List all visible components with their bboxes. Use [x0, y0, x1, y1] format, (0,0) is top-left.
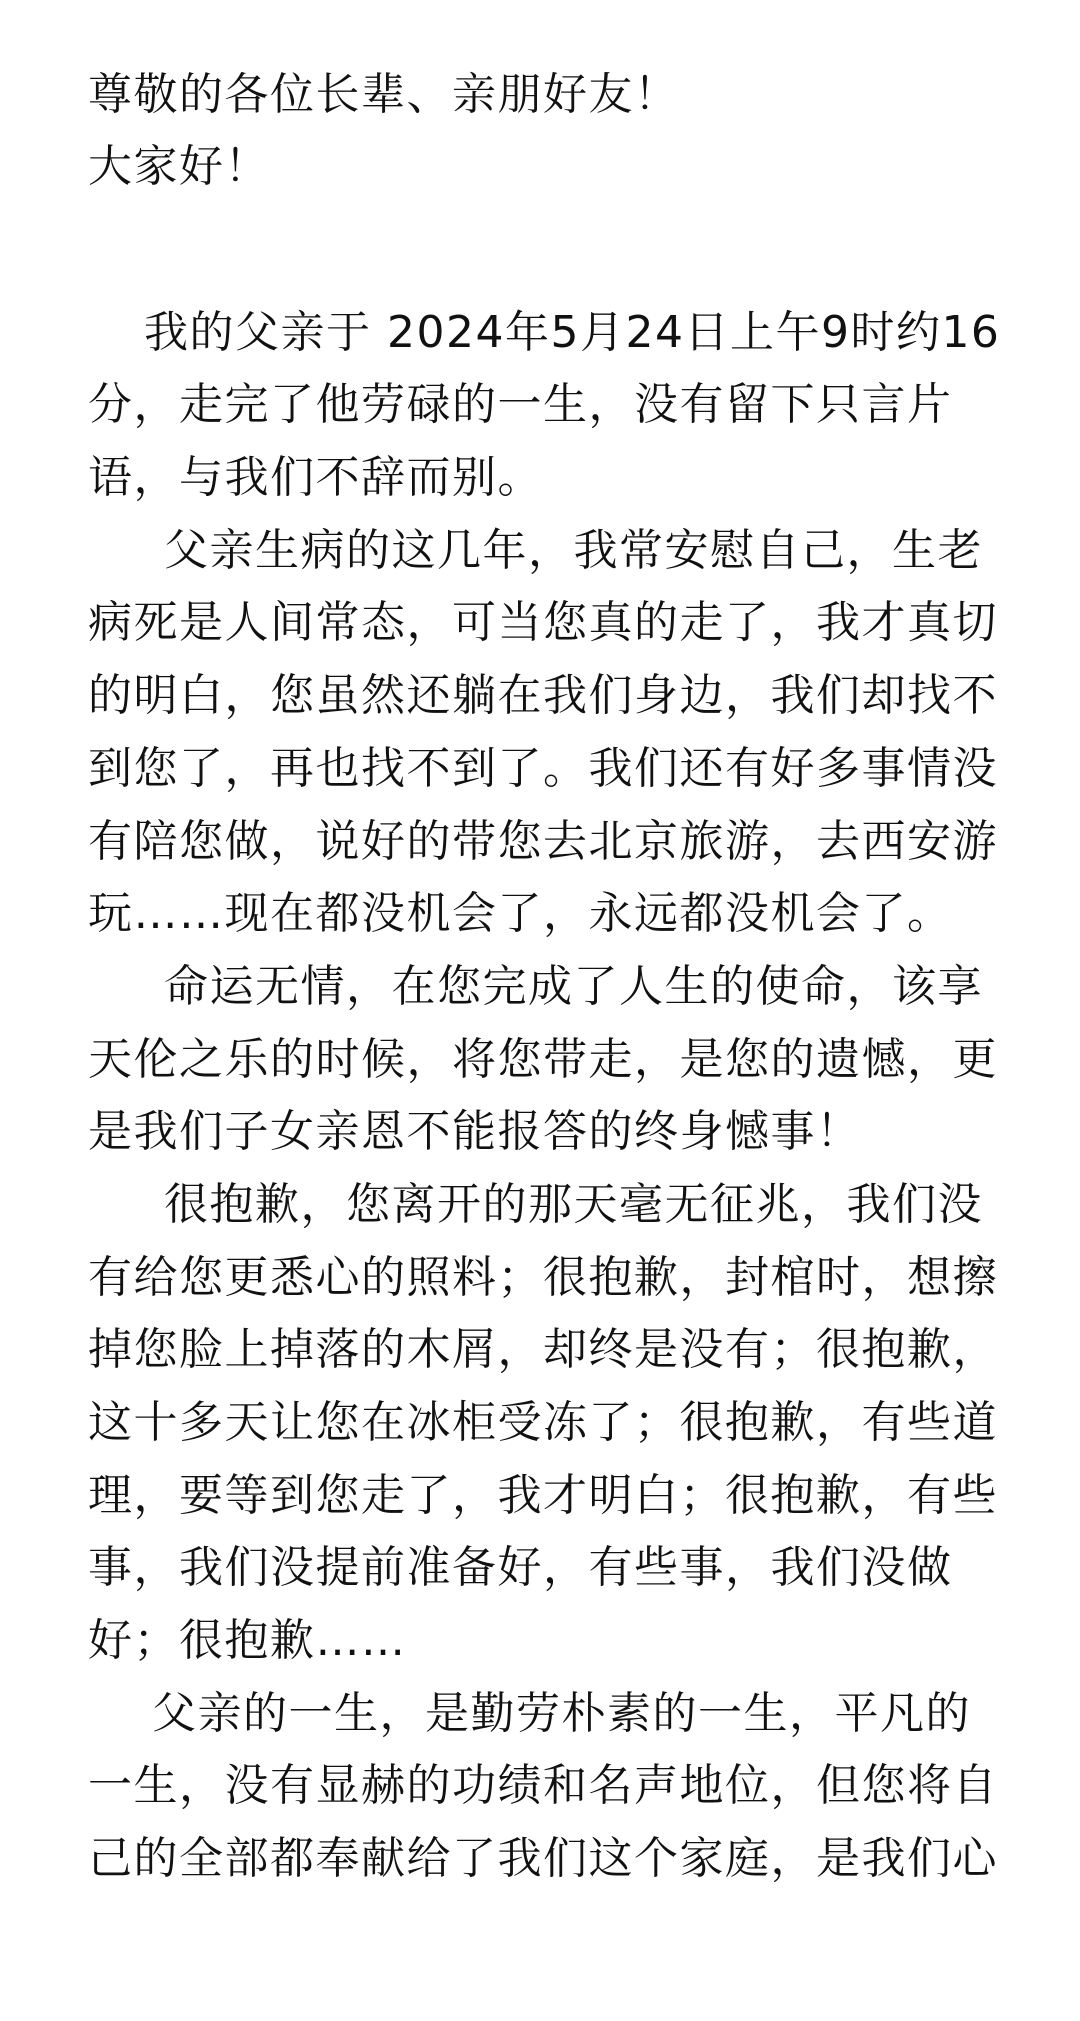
- paragraph-line: 语，与我们不辞而别。: [88, 452, 543, 504]
- greeting-line: 大家好！: [88, 140, 270, 192]
- paragraph-line: 的明白，您虽然还躺在我们身边，我们却找不: [88, 670, 998, 722]
- paragraph-line: 父亲的一生，是勤劳朴素的一生，平凡的: [152, 1687, 971, 1739]
- paragraph-line: 有给您更悉心的照料；很抱歉，封棺时，想擦: [88, 1251, 998, 1303]
- paragraph-line: 到您了，再也找不到了。我们还有好多事情没: [88, 742, 998, 794]
- paragraph-line: 分，走完了他劳碌的一生，没有留下只言片: [88, 379, 953, 431]
- paragraph-line: 我的父亲于 2024年5月24日上午9时约16: [144, 306, 1001, 358]
- blank-space: [88, 202, 1028, 297]
- paragraph-line: 父亲生病的这几年，我常安慰自己，生老: [164, 524, 983, 576]
- paragraph-line: 这十多天让您在冰柜受冻了；很抱歉，有些道: [88, 1397, 998, 1448]
- paragraph: [88, 951, 1028, 1169]
- paragraph-line: 己的全部都奉献给了我们这个家庭，是我们心: [88, 1833, 998, 1885]
- paragraph: [88, 515, 1028, 951]
- paragraph-line: 好；很抱歉……: [88, 1615, 407, 1667]
- paragraph-line: 是我们子女亲恩不能报答的终身憾事！: [88, 1106, 862, 1158]
- paragraph: [88, 1678, 1028, 1896]
- paragraph-line: 玩……现在都没机会了，永远都没机会了。: [88, 888, 953, 940]
- paragraph-line: 病死是人间常态，可当您真的走了，我才真切: [88, 597, 998, 649]
- document-body: [88, 59, 1028, 1896]
- paragraph: [88, 1169, 1028, 1678]
- greeting-line: 尊敬的各位长辈、亲朋好友！: [88, 69, 680, 120]
- paragraph: [88, 297, 1028, 515]
- paragraph-line: 有陪您做，说好的带您去北京旅游，去西安游: [88, 815, 998, 867]
- paragraph-line: 天伦之乐的时候，将您带走，是您的遗憾，更: [88, 1033, 998, 1085]
- paragraph-line: 掉您脸上掉落的木屑，却终是没有；很抱歉，: [88, 1324, 998, 1376]
- paragraphs: [88, 297, 1028, 1896]
- paragraph-line: 事，我们没提前准备好，有些事，我们没做: [88, 1542, 953, 1594]
- paragraph-line: 很抱歉，您离开的那天毫无征兆，我们没: [164, 1178, 983, 1230]
- paragraph-line: 理，要等到您走了，我才明白；很抱歉，有些: [88, 1469, 998, 1521]
- paragraph-line: 命运无情，在您完成了人生的使命，该享: [164, 960, 983, 1012]
- paragraph-line: 一生，没有显赫的功绩和名声地位，但您将自: [88, 1760, 998, 1812]
